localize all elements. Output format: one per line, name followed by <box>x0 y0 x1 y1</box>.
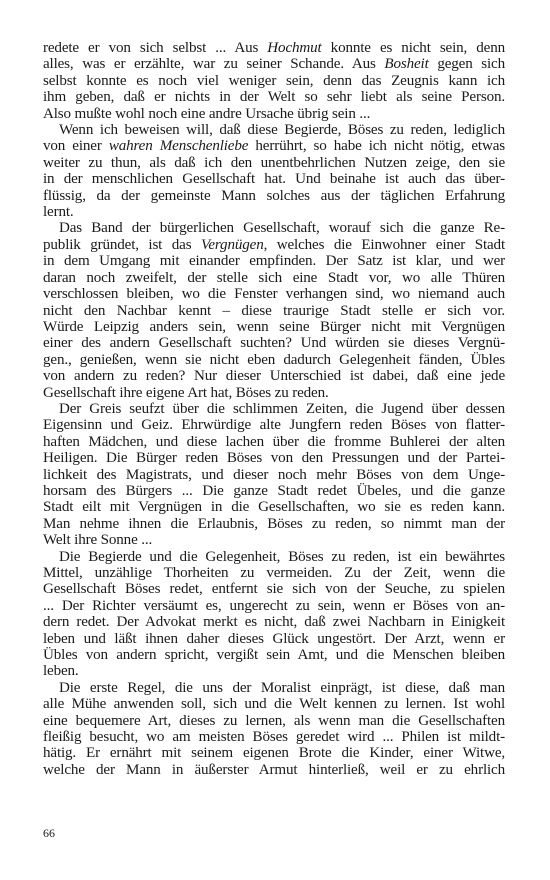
text-line: Also mußte wohl noch eine andre Ursache übrig sein ... <box>43 105 371 122</box>
text-line: nicht den Nachbar kennt – diese traurige Stadt stelle er sich vor. <box>43 302 505 319</box>
page-number: 66 <box>43 826 55 840</box>
text-line: alle Mühe anwenden soll, sich und die Welt kennen zu lernen. Ist wohl <box>43 696 505 713</box>
text-line: hätig. Er ernährt mit seinem eigenen Brote die Kinder, einer Witwe, <box>43 745 505 762</box>
text-line: einer des andern Gesellschaft suchten? Und würden sie dieses Vergnü- <box>43 335 505 352</box>
text-line: Stadt eilt mit Vergnügen in die Gesellschaften, wo sie es reden kann. <box>43 499 505 516</box>
text-line: leben. <box>43 663 79 680</box>
text-line: in der menschlichen Gesellschaft hat. Und beinahe ist auch das über- <box>43 171 505 188</box>
text-line: fleißig besucht, wo am meisten Böses geredet wird ... Philen ist mildt- <box>43 729 505 746</box>
text-line: Der Greis seufzt über die schlimmen Zeiten, die Jugend über dessen <box>59 400 505 417</box>
text-line: Gesellschaft ihre eigene Art hat, Böses zu reden. <box>43 384 329 401</box>
paragraph <box>43 680 505 778</box>
text-line: Übles von andern spricht, vergißt sein Amt, und die Menschen bleiben <box>43 647 505 664</box>
text-line: Würde Leipzig anders sein, wenn seine Bürger nicht mit Vergnügen <box>43 318 505 335</box>
paragraph <box>43 549 505 680</box>
text-line: Das Band der bürgerlichen Gesellschaft, worauf sich die ganze Re- <box>59 220 505 237</box>
text-line: weiter zu thun, als daß ich den unentbehrlichen Nutzen zeige, den sie <box>43 154 505 171</box>
text-line: flüssig, da der gemeinste Mann solches aus der täglichen Erfahrung <box>43 187 505 204</box>
text-line: gen., genießen, wenn sie nicht eben dadurch Gelegenheit fänden, Übles <box>43 351 505 368</box>
text-line: Die Begierde und die Gelegenheit, Böses zu reden, ist ein bewährtes <box>59 548 505 565</box>
text-line: selbst konnte es noch viel weniger sein, denn das Zeugnis kann ich <box>43 72 505 89</box>
text-line: verschlossen bleiben, wo die Fenster verhangen sind, wo niemand auch <box>43 286 505 303</box>
text-line: haften Mädchen, und diese lachen über die fromme Buhlerei der alten <box>43 433 505 450</box>
text-line: daran noch zweifelt, der stelle sich eine Stadt vor, wo alle Thüren <box>43 269 505 286</box>
text-line: publik gründet, ist das Vergnügen, welches die Einwohner einer Stadt <box>43 236 505 253</box>
text-line: eine bequemere Art, dieses zu lernen, als wenn man die Gesellschaften <box>43 712 505 729</box>
text-line: Eigensinn und Geiz. Ehrwürdige alte Jungfern reden Böses von flatter- <box>43 417 505 434</box>
text-line: alles, was er erzählte, war zu seiner Schande. Aus Bosheit gegen sich <box>43 56 506 73</box>
text-line: von einer wahren Menschenliebe herrührt, so habe ich nicht nötig, etwas <box>43 138 505 155</box>
text-line: leben und läßt ihnen daher dieses Glück ungestört. Der Arzt, wenn er <box>43 630 505 647</box>
text-line: ihm geben, daß er nichts in der Welt so sehr liebt als seine Person. <box>43 89 505 106</box>
paragraph <box>43 220 505 400</box>
text-line: Man nehme ihnen die Erlaubnis, Böses zu reden, so nimmt man der <box>43 515 505 532</box>
text-line: redete er von sich selbst ... Aus Hochmut konnte es nicht sein, denn <box>43 40 505 56</box>
text-line: horsam des Bürgers ... Die ganze Stadt redet Übeles, und die ganze <box>43 482 505 499</box>
paragraph <box>43 40 505 122</box>
paragraph <box>43 401 505 549</box>
body-text <box>43 40 505 778</box>
text-line: in dem Umgang mit einander empfinden. Der Satz ist klar, und wer <box>43 253 505 270</box>
text-line: Heiligen. Die Bürger reden Böses von den Pressungen und der Partei- <box>43 450 505 467</box>
text-line: lichkeit des Magistrats, und dieser noch mehr Böses von dem Unge- <box>43 466 505 483</box>
text-line: von andern zu reden? Nur dieser Unterschied ist dabei, daß eine jede <box>43 368 505 385</box>
text-line: Wenn ich beweisen will, daß diese Begierde, Böses zu reden, lediglich <box>59 122 505 139</box>
text-line: Gesellschaft Böses redet, entfernt sie sich von der Seuche, zu spielen <box>43 581 505 598</box>
text-line: welche der Mann in äußerster Armut hinterließ, weil er zu ehrlich <box>43 761 505 778</box>
text-line: Welt ihre Sonne ... <box>43 532 153 549</box>
paragraph <box>43 122 505 220</box>
text-line: ... Der Richter versäumt es, ungerecht zu sein, wenn er Böses von an- <box>43 597 505 614</box>
text-line: Mittel, unzählige Thorheiten zu vermeiden. Zu der Zeit, wenn die <box>43 565 505 581</box>
text-line: dern redet. Der Advokat merkt es nicht, daß zwei Nachbarn in Einigkeit <box>43 614 505 631</box>
text-line: lernt. <box>43 204 74 221</box>
text-line: Die erste Regel, die uns der Moralist einprägt, ist diese, daß man <box>59 679 505 696</box>
